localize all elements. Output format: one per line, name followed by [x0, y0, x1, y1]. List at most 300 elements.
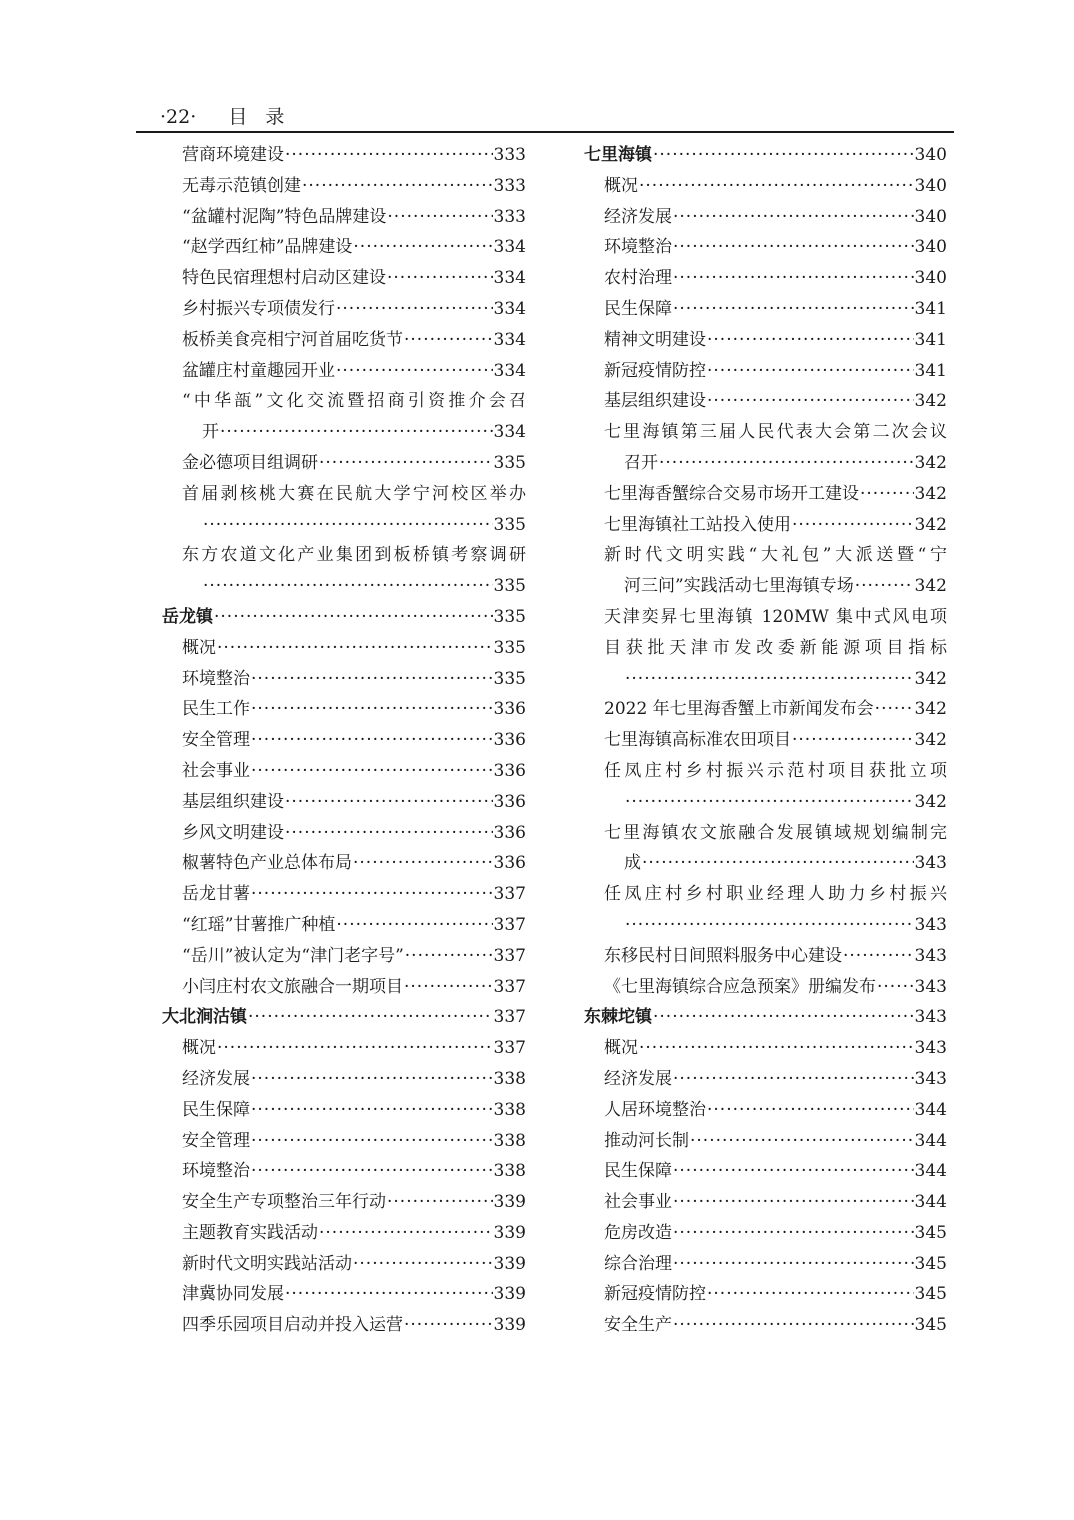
toc-entry-text: 人居环境整治 — [604, 1099, 706, 1120]
dot-leader — [653, 140, 914, 171]
toc-entry-text: 精神文明建设 — [604, 329, 706, 350]
toc-entry-line — [604, 787, 947, 818]
toc-entry-line — [182, 725, 526, 756]
toc-page-number: 338 — [493, 1130, 526, 1151]
toc-entry[interactable] — [584, 510, 947, 541]
toc-entry-text: 金必德项目组调研 — [182, 452, 318, 473]
toc-entry[interactable] — [162, 1095, 526, 1126]
toc-section-heading[interactable] — [584, 1002, 947, 1033]
dot-leader — [353, 232, 492, 263]
toc-page-number: 339 — [493, 1315, 526, 1336]
toc-entry[interactable] — [584, 1187, 947, 1218]
toc-page-number: 342 — [914, 391, 947, 412]
toc-entry[interactable] — [584, 1249, 947, 1280]
toc-entry-line — [604, 1064, 947, 1095]
toc-entry[interactable] — [584, 232, 947, 263]
dot-leader — [220, 417, 493, 448]
toc-page-number: 335 — [493, 452, 526, 473]
toc-entry-text: 经济发展 — [604, 206, 672, 227]
toc-page-number: 343 — [914, 976, 947, 997]
toc-entry-text: 盆罐庄村童趣园开业 — [182, 360, 335, 381]
toc-page-number: 343 — [914, 945, 947, 966]
dot-leader — [707, 386, 914, 417]
toc-entry[interactable] — [162, 1249, 526, 1280]
toc-page-number: 340 — [914, 175, 947, 196]
toc-entry-text: “中华瓿”文化交流暨招商引资推介会召 — [182, 391, 526, 412]
toc-page-number: 334 — [493, 422, 526, 443]
toc-entry[interactable] — [162, 910, 526, 941]
toc-page-number: 334 — [493, 298, 526, 319]
toc-entry-text: 概况 — [182, 1038, 216, 1059]
toc-page-number: 343 — [914, 1068, 947, 1089]
dot-leader — [285, 787, 493, 818]
toc-entry[interactable] — [162, 972, 526, 1003]
toc-entry[interactable] — [584, 1279, 947, 1310]
toc-entry-line — [182, 1187, 526, 1218]
toc-entry-text: 基层组织建设 — [182, 791, 284, 812]
dot-leader — [353, 1249, 493, 1280]
toc-entry-text: 安全生产 — [604, 1315, 672, 1336]
toc-entry-text: 七里海镇第三届人民代表大会第二次会议 — [604, 422, 947, 443]
toc-entry[interactable] — [162, 1033, 526, 1064]
toc-entry-line — [604, 202, 947, 233]
toc-entry-line — [182, 1033, 526, 1064]
toc-entry-line — [604, 386, 947, 417]
toc-page-number: 336 — [493, 699, 526, 720]
toc-entry[interactable] — [584, 1156, 947, 1187]
dot-leader — [659, 448, 914, 479]
dot-leader — [707, 1279, 914, 1310]
toc-entry-line — [604, 325, 947, 356]
toc-page-number: 339 — [493, 1253, 526, 1274]
dot-leader — [248, 1002, 493, 1033]
toc-entry-line — [604, 232, 947, 263]
dot-leader — [319, 448, 493, 479]
toc-entry[interactable] — [162, 848, 526, 879]
toc-entry-line — [182, 1156, 526, 1187]
toc-entry[interactable] — [584, 202, 947, 233]
toc-entry-text: 目获批天津市发改委新能源项目指标 — [604, 637, 947, 658]
toc-entry-text: 安全生产专项整治三年行动 — [182, 1192, 386, 1213]
toc-page-number: 335 — [493, 637, 526, 658]
toc-page-number: 334 — [493, 237, 526, 258]
header-rule — [136, 131, 954, 133]
toc-page-number: 339 — [493, 1192, 526, 1213]
toc-page-number: 344 — [914, 1161, 947, 1182]
toc-page-number: 345 — [914, 1315, 947, 1336]
toc-page-number: 337 — [493, 945, 526, 966]
toc-entry[interactable] — [162, 633, 526, 664]
toc-entry[interactable] — [584, 756, 947, 818]
toc-page-number: 345 — [914, 1222, 947, 1243]
toc-entry-text: 新冠疫情防控 — [604, 1284, 706, 1305]
toc-entry[interactable] — [162, 664, 526, 695]
toc-page-number: 345 — [914, 1284, 947, 1305]
dot-leader — [404, 972, 493, 1003]
toc-entry[interactable] — [584, 386, 947, 417]
dot-leader — [639, 1033, 914, 1064]
toc-entry-text: 安全管理 — [182, 1130, 250, 1151]
toc-entry[interactable] — [584, 356, 947, 387]
toc-entry[interactable] — [584, 1310, 947, 1341]
toc-entry[interactable] — [584, 1126, 947, 1157]
toc-entry-line — [182, 1279, 526, 1310]
toc-entry-text: 津冀协同发展 — [182, 1284, 284, 1305]
toc-entry[interactable] — [162, 1064, 526, 1095]
toc-entry-text: 召开 — [624, 452, 658, 473]
toc-entry-line — [604, 725, 947, 756]
dot-leader — [251, 756, 493, 787]
toc-page-number: 333 — [493, 206, 526, 227]
toc-page-number: 333 — [493, 145, 526, 165]
toc-page-number: 343 — [914, 1038, 947, 1059]
dot-leader — [404, 1310, 493, 1341]
toc-page-number: 339 — [493, 1284, 526, 1305]
toc-entry-line — [182, 571, 526, 602]
toc-page-number: 344 — [914, 1099, 947, 1120]
dot-leader — [404, 325, 493, 356]
dot-leader — [639, 171, 914, 202]
toc-entry[interactable] — [584, 725, 947, 756]
toc-entry-line — [182, 694, 526, 725]
toc-entry[interactable] — [162, 263, 526, 294]
toc-entry-text: 成 — [624, 853, 641, 874]
toc-entry[interactable] — [162, 386, 526, 448]
toc-entry-text: 基层组织建设 — [604, 391, 706, 412]
toc-column-right — [584, 140, 947, 1341]
toc-entry-line — [604, 171, 947, 202]
toc-entry[interactable] — [162, 879, 526, 910]
toc-entry-line — [604, 1126, 947, 1157]
toc-entry-text: “岳川”被认定为“津门老字号” — [182, 945, 404, 966]
toc-entry-text: 岳龙镇 — [162, 606, 213, 627]
dot-leader — [285, 1279, 493, 1310]
toc-entry-line — [182, 325, 526, 356]
toc-entry[interactable] — [162, 1218, 526, 1249]
toc-column-left — [162, 140, 526, 1341]
toc-entry[interactable] — [584, 1218, 947, 1249]
toc-entry[interactable] — [162, 756, 526, 787]
toc-page-number: 342 — [914, 452, 947, 473]
dot-leader — [251, 694, 493, 725]
toc-entry-line — [182, 140, 526, 171]
toc-entry-text: 新时代文明实践“大礼包”大派送暨“宁 — [604, 545, 947, 566]
toc-page-number: 335 — [493, 606, 526, 627]
toc-page-number: 334 — [493, 268, 526, 289]
toc-entry-text: 环境整治 — [604, 237, 672, 258]
toc-page-number: 342 — [914, 668, 947, 689]
toc-entry-text: 民生保障 — [604, 1161, 672, 1182]
dot-leader — [251, 1126, 493, 1157]
toc-entry-line — [604, 1156, 947, 1187]
dot-leader — [302, 171, 493, 202]
toc-entry-text: 环境整治 — [182, 668, 250, 689]
toc-section-heading[interactable] — [162, 1002, 526, 1033]
toc-page-number: 344 — [914, 1192, 947, 1213]
toc-entry-text: 板桥美食亮相宁河首届吃货节 — [182, 329, 403, 350]
dot-leader — [251, 664, 493, 695]
toc-entry-text: 社会事业 — [604, 1192, 672, 1213]
dot-leader — [673, 202, 914, 233]
toc-entry-text: 民生保障 — [182, 1099, 250, 1120]
toc-page-number: 337 — [493, 976, 526, 997]
toc-entry[interactable] — [162, 818, 526, 849]
toc-page-number: 337 — [493, 1038, 526, 1059]
toc-entry-text: 七里海镇高标准农田项目 — [604, 730, 791, 751]
toc-entry-text: 小闫庄村农文旅融合一期项目 — [182, 976, 403, 997]
toc-entry-line — [604, 479, 947, 510]
toc-entry[interactable] — [162, 202, 526, 233]
dot-leader — [673, 1218, 914, 1249]
toc-entry[interactable] — [584, 263, 947, 294]
toc-entry-line — [182, 1126, 526, 1157]
dot-leader — [251, 725, 493, 756]
toc-entry-text: 特色民宿理想村启动区建设 — [182, 268, 386, 289]
toc-entry-line — [182, 510, 526, 541]
dot-leader — [707, 325, 914, 356]
toc-page-number: 343 — [914, 914, 947, 935]
dot-leader — [625, 787, 914, 818]
toc-entry[interactable] — [162, 1187, 526, 1218]
toc-page-number: 342 — [914, 514, 947, 535]
toc-entry-text: 乡村振兴专项债发行 — [182, 298, 335, 319]
toc-entry[interactable] — [162, 1310, 526, 1341]
dot-leader — [673, 1310, 914, 1341]
toc-entry[interactable] — [162, 1156, 526, 1187]
toc-entry-text: 河三问”实践活动七里海镇专场 — [624, 576, 854, 597]
toc-entry-line — [604, 941, 947, 972]
toc-entry-text: 新时代文明实践站活动 — [182, 1253, 352, 1274]
toc-entry-line — [182, 633, 526, 664]
toc-entry-text: 概况 — [604, 1038, 638, 1059]
toc-entry-text: 危房改造 — [604, 1222, 672, 1243]
dot-leader — [405, 941, 493, 972]
toc-entry-line — [604, 1249, 947, 1280]
toc-entry[interactable] — [584, 694, 947, 725]
toc-entry-line — [182, 356, 526, 387]
dot-leader — [792, 510, 914, 541]
toc-entry[interactable] — [162, 1279, 526, 1310]
toc-entry-text: 东方农道文化产业集团到板桥镇考察调研 — [182, 545, 526, 566]
dot-leader — [855, 571, 914, 602]
toc-entry-line — [182, 941, 526, 972]
toc-page-number: 343 — [914, 1007, 947, 1028]
toc-entry[interactable] — [162, 448, 526, 479]
page-number: ·22· — [160, 106, 197, 128]
toc-entry-text: 东棘坨镇 — [584, 1007, 652, 1028]
toc-entry-text: 《七里海镇综合应急预案》册编发布 — [604, 976, 876, 997]
dot-leader — [336, 910, 492, 941]
toc-entry-line — [182, 756, 526, 787]
toc-entry[interactable] — [162, 694, 526, 725]
toc-entry-text: 任凤庄村乡村职业经理人助力乡村振兴 — [604, 884, 947, 905]
toc-entry-line — [182, 664, 526, 695]
toc-page-number: 341 — [914, 329, 947, 350]
toc-entry-line — [604, 448, 947, 479]
toc-entry-text: 首届剥核桃大赛在民航大学宁河校区举办 — [182, 483, 526, 504]
toc-entry-line — [604, 1218, 947, 1249]
toc-entry[interactable] — [584, 879, 947, 941]
dot-leader — [792, 725, 914, 756]
toc-page-number: 342 — [914, 791, 947, 812]
dot-leader — [673, 1156, 914, 1187]
dot-leader — [336, 294, 493, 325]
dot-leader — [285, 140, 493, 171]
toc-page-number: 344 — [914, 1130, 947, 1151]
toc-entry-line — [182, 294, 526, 325]
toc-entry-text: 天津奕昇七里海镇 120MW 集中式风电项 — [604, 606, 947, 627]
toc-entry[interactable] — [584, 1064, 947, 1095]
toc-entry[interactable] — [162, 232, 526, 263]
toc-entry[interactable] — [584, 818, 947, 880]
toc-entry[interactable] — [162, 1126, 526, 1157]
toc-entry[interactable] — [584, 294, 947, 325]
dot-leader — [690, 1126, 914, 1157]
toc-page-number: 338 — [493, 1161, 526, 1182]
dot-leader — [251, 879, 493, 910]
dot-leader — [653, 1002, 914, 1033]
toc-page-number: 338 — [493, 1099, 526, 1120]
toc-page-number: 340 — [914, 206, 947, 227]
dot-leader — [251, 1156, 493, 1187]
toc-entry-text: 概况 — [182, 637, 216, 658]
toc-entry[interactable] — [162, 140, 526, 171]
toc-entry-text: 民生工作 — [182, 699, 250, 720]
dot-leader — [625, 664, 914, 695]
toc-entry[interactable] — [162, 294, 526, 325]
toc-entry[interactable] — [162, 171, 526, 202]
dot-leader — [673, 263, 914, 294]
toc-entry-text: 综合治理 — [604, 1253, 672, 1274]
toc-entry-line — [604, 910, 947, 941]
toc-entry[interactable] — [162, 356, 526, 387]
toc-entry[interactable] — [584, 417, 947, 479]
toc-page-number: 336 — [493, 760, 526, 781]
toc-page-number: 334 — [493, 360, 526, 381]
toc-entry-text: 七里海镇 — [584, 145, 652, 165]
toc-entry-line — [162, 1002, 526, 1033]
toc-entry-line — [604, 664, 947, 695]
toc-entry[interactable] — [584, 972, 947, 1003]
toc-entry-line — [182, 879, 526, 910]
dot-leader — [217, 1033, 493, 1064]
toc-entry-line — [604, 1279, 947, 1310]
toc-entry-line — [604, 1310, 947, 1341]
toc-entry[interactable] — [162, 325, 526, 356]
dot-leader — [387, 263, 493, 294]
toc-entry[interactable] — [584, 540, 947, 602]
toc-entry-line — [604, 694, 947, 725]
toc-section-heading[interactable] — [584, 140, 947, 171]
toc-entry-text: “盆罐村泥陶”特色品牌建设 — [182, 206, 387, 227]
dot-leader — [203, 510, 493, 541]
toc-entry-line — [182, 232, 526, 263]
dot-leader — [843, 941, 914, 972]
toc-entry-line — [182, 1249, 526, 1280]
toc-entry[interactable] — [162, 941, 526, 972]
toc-entry-line — [604, 1187, 947, 1218]
toc-page-number: 340 — [914, 145, 947, 165]
toc-entry[interactable] — [162, 787, 526, 818]
toc-entry[interactable] — [584, 325, 947, 356]
toc-entry-text: 乡风文明建设 — [182, 822, 284, 843]
toc-page-number: 336 — [493, 822, 526, 843]
toc-entry-text: 七里海香蟹综合交易市场开工建设 — [604, 483, 859, 504]
toc-entry-text: 椒薯特色产业总体布局 — [182, 853, 352, 874]
dot-leader — [387, 1187, 493, 1218]
toc-section-heading[interactable] — [162, 602, 526, 633]
toc-page-number: 342 — [914, 483, 947, 504]
toc-entry[interactable] — [584, 602, 947, 694]
toc-entry-line — [162, 602, 526, 633]
toc-entry-text: 概况 — [604, 175, 638, 196]
toc-entry-line — [182, 818, 526, 849]
toc-entry-line — [604, 1033, 947, 1064]
toc-page-number: 338 — [493, 1068, 526, 1089]
toc-entry-line — [584, 140, 947, 171]
toc-entry-text: “赵学西红柿”品牌建设 — [182, 237, 353, 258]
toc-entry-line — [604, 263, 947, 294]
toc-entry-line — [182, 171, 526, 202]
page-title: 目录 — [228, 106, 303, 128]
toc-entry[interactable] — [584, 1033, 947, 1064]
toc-page-number: 342 — [914, 730, 947, 751]
toc-entry-line — [182, 972, 526, 1003]
toc-page-number: 341 — [914, 298, 947, 319]
toc-entry-line — [604, 294, 947, 325]
toc-entry[interactable] — [162, 540, 526, 602]
toc-entry-line — [604, 972, 947, 1003]
toc-page-number: 341 — [914, 360, 947, 381]
toc-entry[interactable] — [584, 479, 947, 510]
toc-entry[interactable] — [584, 1095, 947, 1126]
toc-entry-text: 无毒示范镇创建 — [182, 175, 301, 196]
toc-entry[interactable] — [584, 171, 947, 202]
dot-leader — [319, 1218, 493, 1249]
dot-leader — [353, 848, 493, 879]
toc-page-number: 340 — [914, 268, 947, 289]
toc-entry-text: 新冠疫情防控 — [604, 360, 706, 381]
toc-page-number: 334 — [493, 329, 526, 350]
toc-entry-text: 主题教育实践活动 — [182, 1222, 318, 1243]
toc-page-number: 342 — [914, 576, 947, 597]
dot-leader — [642, 848, 914, 879]
toc-page-number: 335 — [493, 514, 526, 535]
toc-page-number: 336 — [493, 791, 526, 812]
toc-entry-line — [604, 510, 947, 541]
toc-entry-line — [182, 417, 526, 448]
toc-entry-text: 东移民村日间照料服务中心建设 — [604, 945, 842, 966]
dot-leader — [214, 602, 493, 633]
toc-entry[interactable] — [162, 479, 526, 541]
toc-entry-text: 推动河长制 — [604, 1130, 689, 1151]
toc-page-number: 340 — [914, 237, 947, 258]
toc-entry-line — [182, 848, 526, 879]
toc-entry-line — [604, 848, 947, 879]
toc-entry-line — [182, 1095, 526, 1126]
toc-page-number: 343 — [914, 853, 947, 874]
dot-leader — [707, 1095, 914, 1126]
toc-entry-line — [182, 263, 526, 294]
toc-entry-text: 七里海镇社工站投入使用 — [604, 514, 791, 535]
toc-entry-line — [182, 1218, 526, 1249]
toc-page-number: 333 — [493, 175, 526, 196]
toc-entry[interactable] — [584, 941, 947, 972]
dot-leader — [203, 571, 493, 602]
toc-entry[interactable] — [162, 725, 526, 756]
dot-leader — [673, 1064, 914, 1095]
dot-leader — [673, 1249, 914, 1280]
